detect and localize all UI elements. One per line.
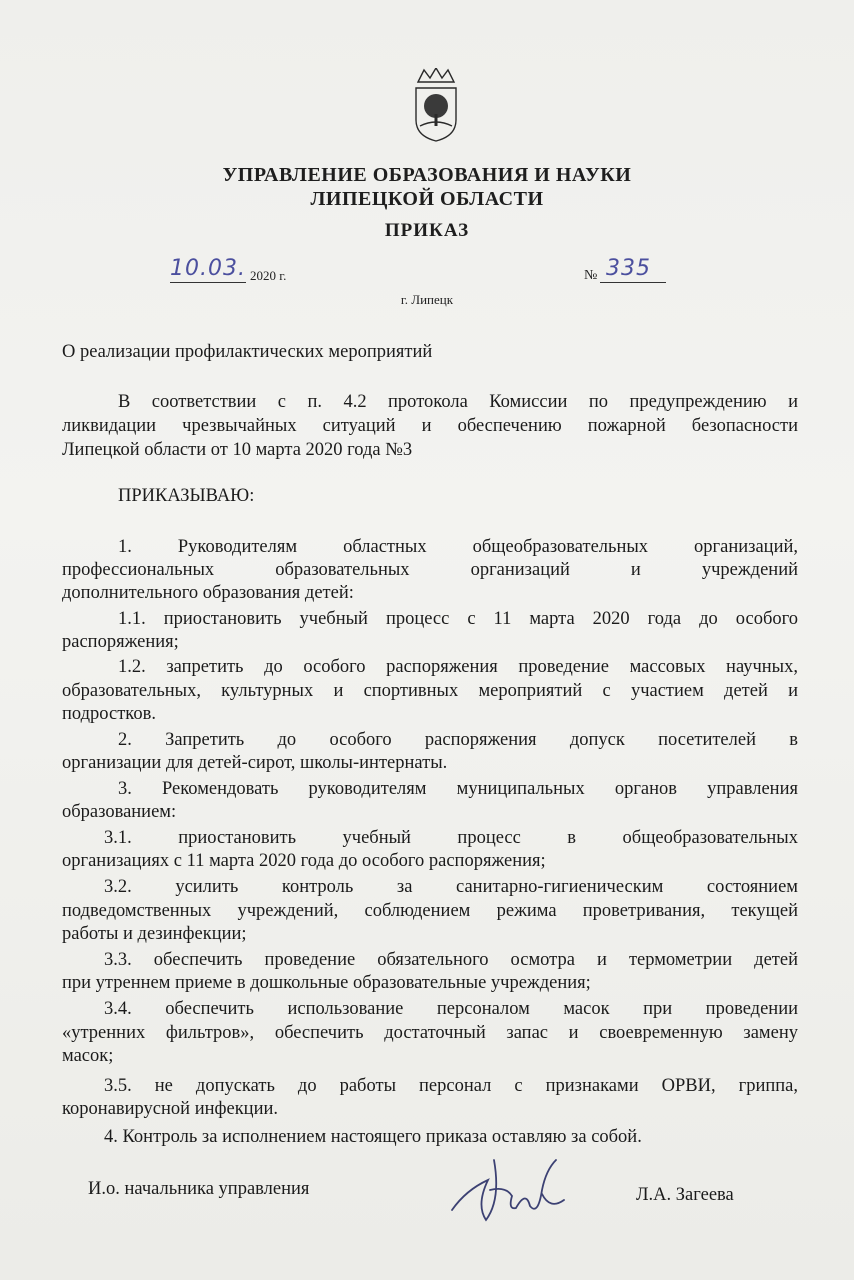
item-line: 3.2. усилить контроль за санитарно-гигиеническим состоянием (104, 877, 798, 897)
signatory-position: И.о. начальника управления (88, 1179, 310, 1199)
number-underline (600, 282, 666, 283)
date-underline (170, 282, 246, 283)
item-line: коронавирусной инфекции. (62, 1099, 279, 1119)
preamble-line: ликвидации чрезвычайных ситуаций и обеспечению пожарной безопасности (62, 416, 798, 436)
doc-type-title: ПРИКАЗ (384, 220, 470, 241)
item-line: 1.2. запретить до особого распоряжения проведение массовых научных, (118, 657, 798, 677)
item-line: 4. Контроль за исполнением настоящего приказа оставляю за собой. (104, 1127, 642, 1147)
item-line: 2. Запретить до особого распоряжения допуск посетителей в (118, 730, 798, 750)
item-line: 3. Рекомендовать руководителям муниципальных органов управления (118, 779, 798, 799)
number-handwritten: 335 (606, 256, 651, 281)
item-line: образовательных, культурных и спортивных мероприятий с участием детей и (62, 681, 798, 701)
item-line: 3.4. обеспечить использование персоналом масок при проведении (104, 999, 798, 1019)
item-line: масок; (62, 1046, 114, 1066)
item-line: организации для детей-сирот, школы-интернаты. (62, 753, 448, 773)
subject-line: О реализации профилактических мероприятий (62, 342, 433, 362)
preamble-line: В соответствии с п. 4.2 протокола Комиссии по предупреждению и (118, 392, 798, 412)
item-line: образованием: (62, 802, 177, 822)
item-line: 3.1. приостановить учебный процесс в общеобразовательных (104, 828, 798, 848)
item-line: 3.3. обеспечить проведение обязательного осмотра и термометрии детей (104, 950, 798, 970)
coat-of-arms-emblem (410, 68, 462, 142)
org-name-line1: УПРАВЛЕНИЕ ОБРАЗОВАНИЯ И НАУКИ (222, 164, 632, 186)
item-line: подростков. (62, 704, 156, 724)
item-line: при утреннем приеме в дошкольные образовательные учреждения; (62, 973, 591, 993)
city-label: г. Липецк (400, 292, 454, 307)
item-line: организациях с 11 марта 2020 года до особого распоряжения; (62, 851, 546, 871)
signatory-name: Л.А. Загеева (636, 1185, 734, 1205)
year-label: 2020 г. (250, 268, 287, 283)
item-line: распоряжения; (62, 632, 179, 652)
item-line: работы и дезинфекции; (62, 924, 247, 944)
order-word: ПРИКАЗЫВАЮ: (118, 486, 255, 506)
item-line: 1. Руководителям областных общеобразовательных организаций, (118, 537, 798, 557)
preamble-line: Липецкой области от 10 марта 2020 года №3 (62, 440, 413, 460)
item-line: «утренних фильтров», обеспечить достаточный запас и своевременную замену (62, 1023, 798, 1043)
item-line: подведомственных учреждений, соблюдением режима проветривания, текущей (62, 901, 798, 921)
item-line: профессиональных образовательных организаций и учреждений (62, 560, 798, 580)
item-line: 1.1. приостановить учебный процесс с 11 марта 2020 года до особого (118, 609, 798, 629)
item-line: 3.5. не допускать до работы персонал с признаками ОРВИ, гриппа, (104, 1076, 798, 1096)
date-handwritten: 10.03. (170, 256, 246, 281)
item-line: дополнительного образования детей: (62, 583, 354, 603)
handwritten-signature (446, 1150, 576, 1240)
number-prefix: № (584, 268, 598, 283)
org-name-line2: ЛИПЕЦКОЙ ОБЛАСТИ (310, 188, 544, 210)
